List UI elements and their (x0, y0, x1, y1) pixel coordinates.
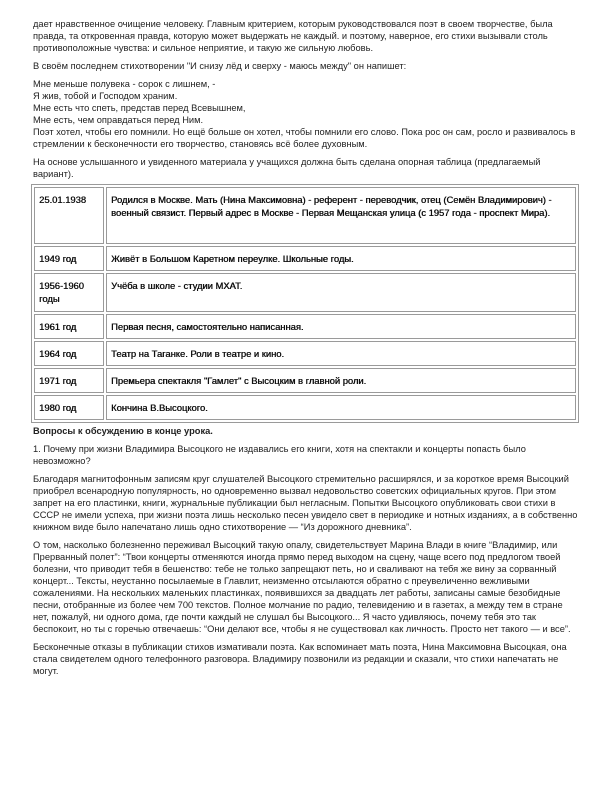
table-cell-date: 1956-1960 годы (34, 273, 104, 312)
intro-paragraph: Поэт хотел, чтобы его помнили. Но ещё больше он хотел, чтобы помнили его слово. Пока рос он сам, росло и развивалось в стремлении к бесконечности его творчество, становясь всё более духовным. (33, 127, 576, 149)
table-row (34, 314, 576, 339)
table-row (34, 187, 576, 244)
poem-quote (33, 78, 580, 126)
table-cell-date: 1964 год (34, 341, 104, 366)
table-cell-event: Театр на Таганке. Роли в театре и кино. (106, 341, 576, 366)
chronology-table (31, 184, 579, 423)
table-cell-date: 25.01.1938 (34, 187, 104, 244)
discussion-paragraph: Благодаря магнитофонным записям круг слушателей Высоцкого стремительно расширялся, и за короткое время Высоцкий приобрел всенародную популярность, но одновременно вызвал недовольство советских официальных кругов. При этом запрет на его пластинки, книги, журнальные публикации был негласным. Попытки Высоцкого опубликовать свои стихи в СССР не имели успеха, при жизни поэта лишь несколько песен увидело свет в периодике и нотных изданиях, а в собственно книжном виде было напечатано лишь одно стихотворение — “Из дорожного дневника”. (33, 474, 578, 532)
table-cell-event: Живёт в Большом Каретном переулке. Школьные годы. (106, 246, 576, 271)
table-cell-date: 1949 год (34, 246, 104, 271)
table-row (34, 273, 576, 312)
discussion-question: 1. Почему при жизни Владимира Высоцкого не издавались его книги, хотя на спектакли и концерты попасть было невозможно? (33, 444, 526, 466)
table-cell-event: Премьера спектакля "Гамлет" с Высоцким в главной роли. (106, 368, 576, 393)
table-cell-date: 1971 год (34, 368, 104, 393)
table-cell-event: Первая песня, самостоятельно написанная. (106, 314, 576, 339)
discussion-paragraph: Бесконечные отказы в публикации стихов измативали поэта. Как вспоминает мать поэта, Нина Максимовна Высоцкая, она стала свидетелем одного телефонного разговора. Владимиру позвонили из редакции и сказали, что стихи напечатать не могут. (33, 642, 567, 676)
table-cell-date: 1961 год (34, 314, 104, 339)
table-row (34, 395, 576, 420)
table-row (34, 341, 576, 366)
intro-paragraph: На основе услышанного и увиденного материала у учащихся должна быть сделана опорная таблица (предлагаемый вариант). (33, 157, 541, 179)
table-cell-event: Кончина В.Высоцкого. (106, 395, 576, 420)
table-cell-event: Родился в Москве. Мать (Нина Максимовна) - референт - переводчик, отец (Семён Владимирович) - военный связист. Первый адрес в Москве - Первая Мещанская улица (с 1957 года - проспект Мира). (106, 187, 576, 244)
discussion-paragraph: О том, насколько болезненно переживал Высоцкий такую опалу, свидетельствует Марина Влади в книге “Владимир, или Прерванный полет”: “Твои концерты отменяются иногда прямо перед выходом на сцену, чаще всего под предлогом твоей болезни, что приводит тебя в бешенство: тебе не только запрещают петь, но и сваливают на тебя же вину за сорванный концерт... Тексты, неустанно посылаемые в Главлит, неизменно отсылаются обратно с преувеличенно вежливыми сожалениями. На нескольких маленьких пластинках, появившихся за двадцать лет работы, записаны самые безобидные песни, отобранные из более чем 700 текстов. Полное молчание по радио, телевидению и в газетах, а между тем в стране нет, пожалуй, ни одного дома, где почти каждый не слушал бы Высоцкого... Я часто удивляюсь, почему тебя это так беспокоит, но ты с горечью отвечаешь: “Они делают все, чтобы я не существовал как личность. Просто нет такого — и все”. (33, 540, 571, 634)
intro-paragraph: дает нравственное очищение человеку. Главным критерием, которым руководствовался поэт в своем творчестве, была правда, та откровенная правда, которую может выдержать не каждый. и поэтому, наверное, его стихи вызывали столь противоположные чувства: и сильное неприятие, и такую же сильную любовь. (33, 19, 553, 53)
table-row (34, 246, 576, 271)
poem-line: Я жив, тобой и Господом храним. (33, 91, 178, 101)
table-row (34, 368, 576, 393)
table-cell-date: 1980 год (34, 395, 104, 420)
poem-line: Мне есть что спеть, представ перед Всевышнем, (33, 103, 246, 113)
table-cell-event: Учёба в школе - студии МХАТ. (106, 273, 576, 312)
discussion-heading: Вопросы к обсуждению в конце урока. (33, 426, 213, 436)
poem-line: Мне меньше полувека - сорок с лишнем, - (33, 79, 216, 89)
intro-paragraph: В своём последнем стихотворении "И снизу лёд и сверху - маюсь между" он напишет: (33, 61, 407, 71)
poem-line: Мне есть, чем оправдаться перед Ним. (33, 115, 204, 125)
